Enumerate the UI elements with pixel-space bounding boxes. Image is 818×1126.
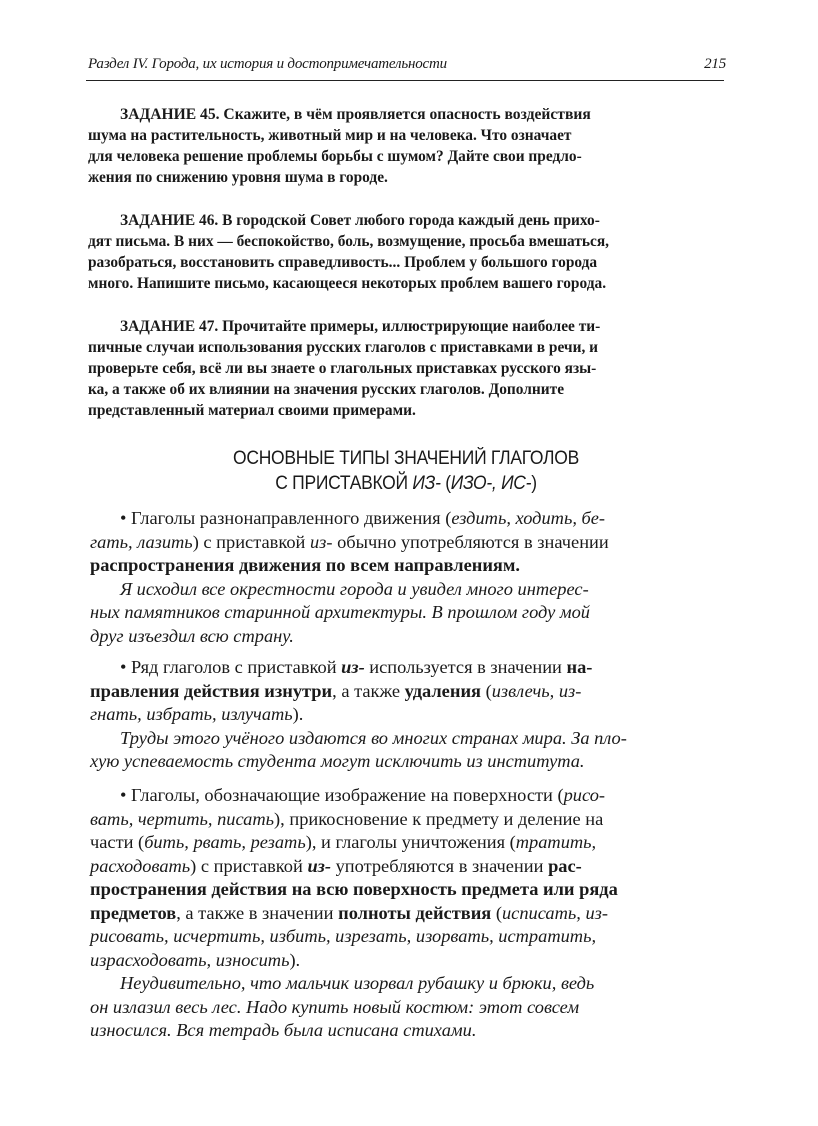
task-47-line-2: пичные случаи использования русских глаголов с приставками в речи, и [88,339,599,356]
p1-example-2: ных памятников старинной архитектуры. В прошлом году мой [90,602,591,622]
task-47-line-1: ЗАДАНИЕ 47. Прочитайте примеры, иллюстрирующие наиболее ти- [120,318,601,335]
prefix: из- [341,657,365,677]
section-title-line-1: ОСНОВНЫЕ ТИПЫ ЗНАЧЕНИЙ ГЛАГОЛОВ [233,448,579,469]
p1-line-2 [90,531,724,555]
text-run: , а также [332,680,405,701]
rule-paragraph-2 [90,656,724,774]
p1-line-1 [90,507,724,531]
meaning-term: удаления [404,680,481,701]
p3-line-1 [90,784,724,808]
example-verbs: тратить, [515,832,597,852]
example-verbs: расходовать [90,855,191,876]
text-run: ), и глаголы уничтожения ( [305,832,516,852]
running-title: Раздел IV. Города, их история и достопримечательности [88,56,447,72]
title-prefix: ИЗ- [412,473,441,494]
section-title-line-2 [112,471,701,496]
task-46-line-1: ЗАДАНИЕ 46. В городской Совет любого города каждый день прихо- [120,212,600,229]
rule-paragraph-1 [90,507,724,648]
p1-example-1: Я исходил все окрестности города и увидел много интерес- [120,578,589,599]
task-45-line-3: для человека решение проблемы борьбы с шумом? Дайте свои предло- [88,148,582,165]
meaning-term: рас- [548,855,582,876]
task-46-line-3: разобраться, восстановить справедливость... Проблем у большого города [88,254,598,271]
example-verbs: рисо- [563,785,606,805]
title-part: С ПРИСТАВКОЙ [275,473,413,494]
meaning-term: предметов [90,902,177,923]
meaning-term: на- [566,657,593,677]
p2-example-2: хую успеваемость студента могут исключить из института. [90,751,585,771]
p2-line-1 [90,656,724,680]
text-run: ). [292,704,304,724]
p3-line-8 [90,949,724,973]
p1-line-3: распространения движения по всем направлениям. [90,555,520,575]
p3-example-3: износился. Вся тетрадь была исписана стихами. [90,1020,477,1040]
example-verbs: исписать, из- [501,902,608,923]
p2-line-3 [90,703,724,727]
header-rule [86,80,724,81]
p2-example-1: Труды этого учёного издаются во многих странах мира. За пло- [120,727,627,748]
p3-line-3 [90,831,724,855]
example-verbs: ездить, ходить, бе- [451,508,606,528]
task-47 [88,316,724,421]
prefix: из- [309,531,333,552]
p1-example-3: друг изъездил всю страну. [90,625,294,646]
task-45-line-1: ЗАДАНИЕ 45. Скажите, в чём проявляется опасность воздействия [120,106,591,123]
title-prefix-variants: ИЗО-, ИС- [450,473,532,494]
p3-line-7: рисовать, исчертить, избить, изрезать, изорвать, истратить, [90,926,597,946]
text-run: обычно употребляются в значении [332,531,609,552]
text-run: • Глаголы, обозначающие изображение на поверхности ( [120,785,564,805]
example-verbs: гать, лазить [90,531,193,552]
text-run: части ( [90,832,145,852]
meaning-term: полноты действия [338,902,492,923]
task-47-line-4: ка, а также об их влиянии на значения русских глаголов. Дополните [88,381,565,398]
example-verbs: израсходовать, износить [90,949,290,970]
meaning-term: правления действия изнутри [90,680,333,701]
example-verbs: бить, рвать, резать [144,832,306,852]
example-verbs: гнать, избрать, излучать [90,704,293,724]
page-number: 215 [704,56,726,72]
example-verbs: вать, чертить, писать [90,808,275,829]
text-run: , а также в значении [176,902,339,923]
section-title [112,446,701,496]
text-run: ), прикосновение к предмету и деление на [274,808,604,829]
p3-example-1: Неудивительно, что мальчик изорвал рубашку и брюки, ведь [120,973,595,993]
example-verbs: извлечь, из- [491,680,582,701]
text-run: употребляются в значении [330,855,549,876]
title-part: ( [440,473,451,494]
running-head [88,56,726,73]
task-46-line-4: много. Напишите письмо, касающееся некоторых проблем вашего города. [88,275,607,292]
task-45-line-4: жения по снижению уровня шума в городе. [88,169,388,186]
task-46-line-2: дят письма. В них — беспокойство, боль, возмущение, просьба вмешаться, [88,233,610,250]
text-run: ( [491,902,502,923]
prefix: из- [307,855,331,876]
task-45 [88,104,724,188]
task-47-line-5: представленный материал своими примерами. [88,402,416,419]
p2-line-2 [90,680,724,704]
text-run: ) с приставкой [192,531,310,552]
p3-line-4 [90,855,724,879]
text-run: используется в значении [364,657,567,677]
title-part: ) [531,473,537,494]
text-run: ( [481,680,492,701]
p3-line-2 [90,808,724,832]
text-run: • Глаголы разнонаправленного движения ( [120,508,452,528]
p3-example-2: он излазил весь лес. Надо купить новый костюм: этот совсем [90,996,580,1017]
task-47-line-3: проверьте себя, всё ли вы знаете о глагольных приставках русского язы- [88,360,597,377]
p3-line-6 [90,902,724,926]
task-46 [88,210,724,294]
task-45-line-2: шума на растительность, животный мир и на человека. Что означает [88,127,572,144]
rule-paragraph-3 [90,784,724,1043]
text-run: • Ряд глаголов с приставкой [120,657,342,677]
text-run: ). [289,949,301,970]
text-run: ) с приставкой [190,855,308,876]
p3-line-5: пространения действия на всю поверхность предмета или ряда [90,879,618,899]
